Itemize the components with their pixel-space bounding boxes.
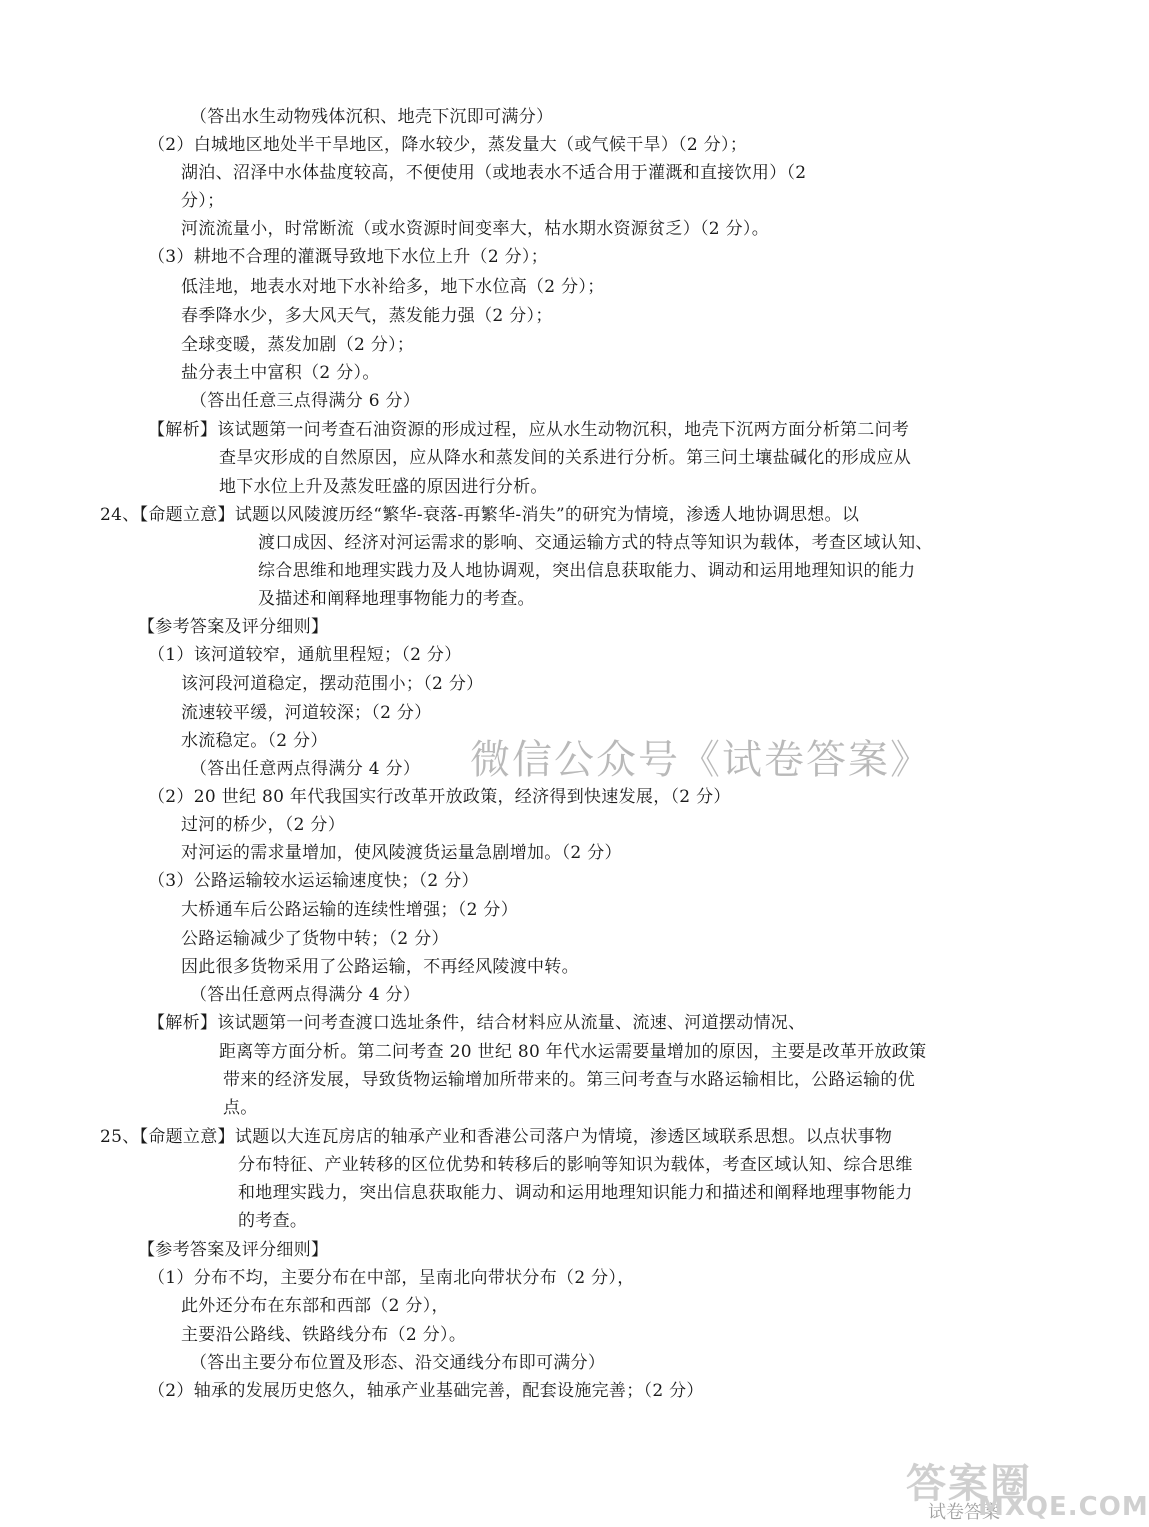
text-line: 盐分表土中富积（2 分）。	[181, 363, 380, 383]
text-line: 因此很多货物采用了公路运输，不再经风陵渡中转。	[181, 957, 579, 977]
text-line: （1）该河道较窄，通航里程短；（2 分）	[148, 645, 462, 665]
text-line: （答出任意三点得满分 6 分）	[190, 391, 421, 411]
text-line: 和地理实践力，突出信息获取能力、调动和运用地理知识能力和描述和阐释地理事物能力	[238, 1183, 913, 1203]
text-line: 渡口成因、经济对河运需求的影响、交通运输方式的特点等知识为载体，考查区域认知、	[258, 533, 933, 553]
text-line: 该河段河道稳定，摆动范围小；（2 分）	[181, 674, 484, 694]
text-line: 分布特征、产业转移的区位优势和转移后的影响等知识为载体，考查区域认知、综合思维	[238, 1155, 913, 1175]
stamp-subtitle: 试卷答案	[928, 1502, 1000, 1523]
text-line: （答出任意两点得满分 4 分）	[190, 759, 421, 779]
text-line: 带来的经济发展，导致货物运输增加所带来的。第三问考查与水路运输相比，公路运输的优	[223, 1070, 915, 1090]
stamp-title: 答案圈	[906, 1461, 1032, 1507]
text-line: 湖泊、沼泽中水体盐度较高，不便使用（或地表水不适合用于灌溉和直接饮用）（2	[181, 163, 807, 183]
text-line: 查旱灾形成的自然原因，应从降水和蒸发间的关系进行分析。第三问土壤盐碱化的形成应从	[219, 448, 911, 468]
text-line: 此外还分布在东部和西部（2 分），	[181, 1296, 449, 1316]
text-line: 主要沿公路线、铁路线分布（2 分）。	[181, 1325, 467, 1345]
text-line: 河流流量小，时常断流（或水资源时间变率大，枯水期水资源贫乏）（2 分）。	[181, 219, 770, 239]
text-line: 低洼地，地表水对地下水补给多，地下水位高（2 分）；	[181, 277, 605, 297]
text-line: （2）白城地区地处半干旱地区，降水较少，蒸发量大（或气候干旱）（2 分）；	[148, 135, 748, 155]
question-25-heading: 25、【命题立意】试题以大连瓦房店的轴承产业和香港公司落户为情境，渗透区域联系思想。以点状事物	[100, 1127, 893, 1147]
analysis-heading: 【解析】该试题第一问考查渡口选址条件，结合材料应从流量、流速、河道摆动情况、	[148, 1013, 806, 1033]
analysis-heading: 【解析】该试题第一问考查石油资源的形成过程，应从水生动物沉积，地壳下沉两方面分析第二问考	[148, 420, 910, 440]
text-line: 春季降水少，多大风天气，蒸发能力强（2 分）；	[181, 306, 553, 326]
text-line: 水流稳定。（2 分）	[181, 731, 328, 751]
text-line: 对河运的需求量增加，使风陵渡货运量急剧增加。（2 分）	[181, 843, 622, 863]
corner-logo-stamp	[868, 1452, 1149, 1527]
text-line: 过河的桥少，（2 分）	[181, 815, 346, 835]
answer-heading: 【参考答案及评分细则】	[138, 1240, 329, 1260]
text-line: 公路运输减少了货物中转；（2 分）	[181, 929, 449, 949]
stamp-url: MXQE.COM	[978, 1492, 1149, 1522]
text-line: （3）耕地不合理的灌溉导致地下水位上升（2 分）；	[148, 247, 549, 267]
text-line: 分）；	[181, 191, 225, 211]
text-line: （答出任意两点得满分 4 分）	[190, 985, 421, 1005]
text-line: 流速较平缓，河道较深；（2 分）	[181, 703, 432, 723]
text-line: 综合思维和地理实践力及人地协调观，突出信息获取能力、调动和运用地理知识的能力	[258, 561, 916, 581]
text-line: 全球变暖，蒸发加剧（2 分）；	[181, 335, 415, 355]
text-line: （答出主要分布位置及形态、沿交通线分布即可满分）	[190, 1353, 606, 1373]
text-line: 及描述和阐释地理事物能力的考查。	[258, 589, 535, 609]
watermark: 微信公众号《试卷答案》	[470, 737, 932, 783]
question-24-heading: 24、【命题立意】试题以风陵渡历经“繁华-衰落-再繁华-消失”的研究为情境，渗透人地协调思想。以	[100, 505, 860, 525]
text-line: 距离等方面分析。第二问考查 20 世纪 80 年代水运需要量增加的原因，主要是改革开放政策	[219, 1042, 927, 1062]
text-line: （3）公路运输较水运运输速度快；（2 分）	[148, 871, 479, 891]
text-line: （1）分布不均，主要分布在中部，呈南北向带状分布（2 分），	[148, 1268, 635, 1288]
text-line: 大桥通车后公路运输的连续性增强；（2 分）	[181, 900, 519, 920]
text-line: （2）20 世纪 80 年代我国实行改革开放政策，经济得到快速发展，（2 分）	[148, 787, 731, 807]
text-line: 点。	[223, 1098, 258, 1118]
answer-heading: 【参考答案及评分细则】	[138, 617, 329, 637]
text-line: 的考查。	[238, 1211, 308, 1231]
text-line: 地下水位上升及蒸发旺盛的原因进行分析。	[219, 477, 548, 497]
text-line: （答出水生动物残体沉积、地壳下沉即可满分）	[190, 107, 554, 127]
text-line: （2）轴承的发展历史悠久，轴承产业基础完善，配套设施完善；（2 分）	[148, 1381, 704, 1401]
